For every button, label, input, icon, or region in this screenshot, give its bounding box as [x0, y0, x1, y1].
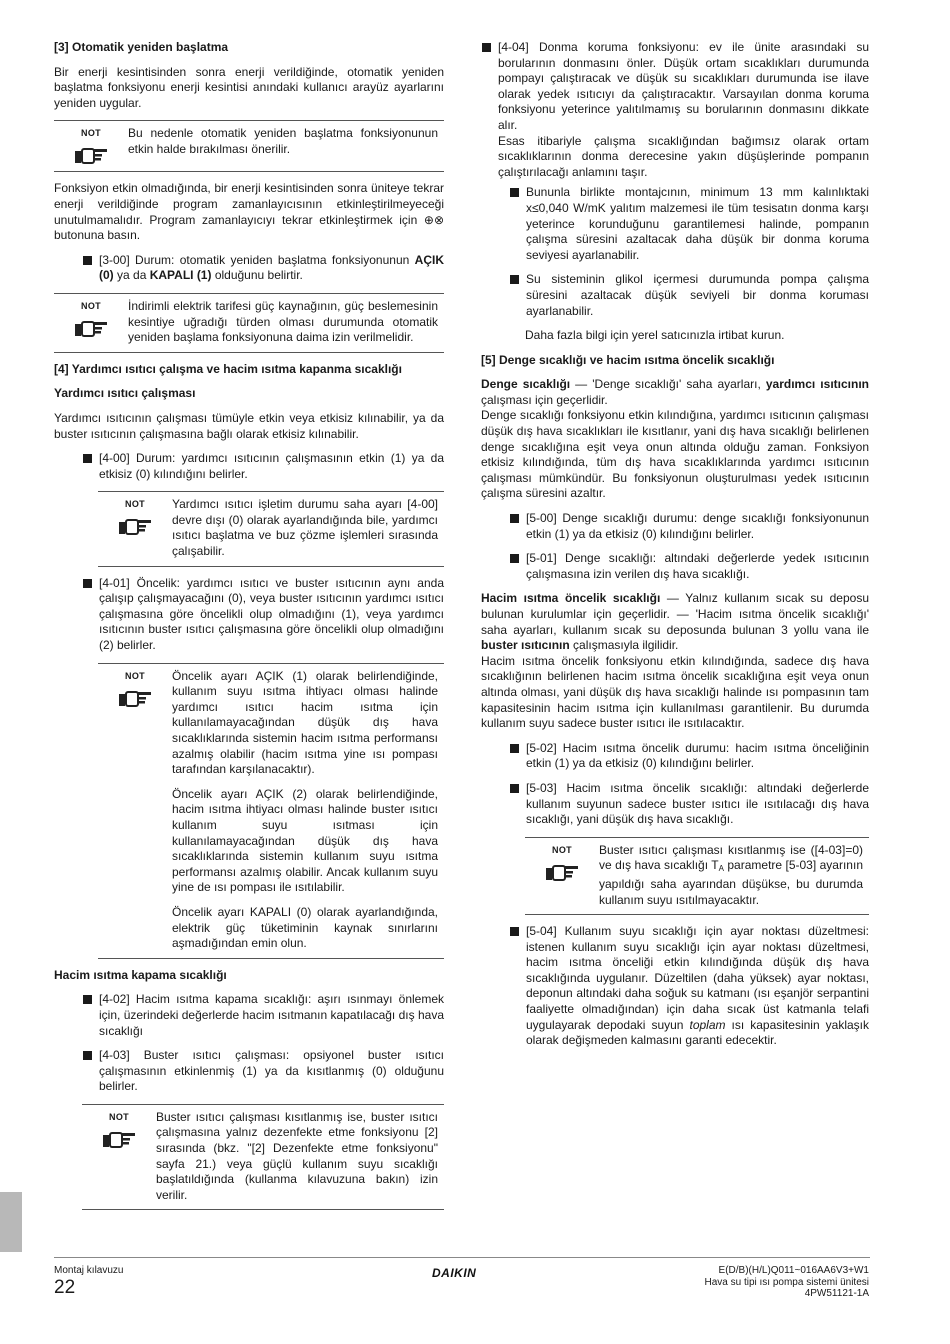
daikin-logo: DAIKIN	[432, 1266, 477, 1280]
footer-code: 4PW51121-1A	[804, 1288, 869, 1299]
footer-divider	[54, 1257, 870, 1258]
note-box	[54, 293, 444, 353]
bullet-5-01: [5-01] Denge sıcaklığı: altındaki değerlerde yedek ısıtıcının çalışmasına izin verilen dış hava sıcaklığı.	[509, 551, 869, 582]
more-info-text: Daha fazla bilgi için yerel satıcınızla irtibat kurun.	[525, 328, 785, 343]
pointing-hand-icon	[118, 688, 152, 708]
section-5-title: [5] Denge sıcaklığı ve hacim ısıtma öncelik sıcaklığı	[481, 352, 775, 367]
section-3-paragraph: Fonksiyon etkin olmadığında, bir enerji kesintisinden sonra üniteye tekrar enerji verildiğinde program zamanlayıcısının etkinleştirilmeyeceği unutulmamalıdır. Program zamanlayıcıyı tekrar etkinleştirmek için ⊕⊗ butonuna basın.	[54, 181, 444, 243]
note-label: NOT	[109, 1111, 129, 1122]
bullet-5-03: [5-03] Hacim ısıtma öncelik sıcaklığı: altındaki değerlerde kullanım suyunun sadece buster ısıtıcı ile ısıtılacağı dış hava sıcaklığı, yani düşük dış hava sıcaklığı.	[509, 781, 869, 828]
note-label: NOT	[125, 670, 145, 681]
note-label: NOT	[81, 300, 101, 311]
pointing-hand-icon	[102, 1129, 136, 1149]
note-text: Yardımcı ısıtıcı işletim durumu saha ayarı [4-00] devre dışı (0) olarak ayarlandığında bile, yardımcı ısıtıcı başlatma ve buz çözme işlemleri sırasında çalışabilir.	[172, 497, 438, 559]
footer-description: Hava su tipi ısı pompa sistemi ünitesi	[704, 1276, 869, 1288]
note-box	[98, 491, 444, 566]
note-text: Öncelik ayarı AÇIK (1) olarak belirlendiğinde, kullanım suyu ısıtma ihtiyacı olması halinde yardımcı ısıtıcı hacim ısıtma için kullanılamayacağından düşük dış hava sıcaklıklarında sistemin hacim ısıtma performansı azalmış olabilir (hacim ısıtma yine ısı pompası tarafından karşılanacaktır).	[172, 668, 438, 777]
section-5-priority-intro: Hacim ısıtma öncelik sıcaklığı — Yalnız kullanım sıcak su deposu bulunan kurulumlar için geçerlidir. — 'Hacim ısıtma öncelik sıcaklığı' saha ayarları, kullanım sıcak su deposunda bulunan 3 yollu vana ile buster ısıtıcının çalışmasıyla ilgilidir.	[481, 591, 869, 653]
section-4-subtitle-cutoff: Hacim ısıtma kapama sıcaklığı	[54, 967, 227, 982]
note-text: Öncelik ayarı AÇIK (2) olarak belirlendiğinde, hacim ısıtma ihtiyacı olması halinde buster ısıtıcı kullanım suyu ısıtması için kullanılamayacağından düşük dış hava sıcaklıklarında sistemin kullanım suyu ısıtma performansı azalmış olabilir. Ancak kullanım suyu yine de ısı pompası ile ısıtılabilir.	[172, 786, 438, 895]
bullet-5-04: [5-04] Kullanım suyu sıcaklığı için ayar noktası düzeltmesi: istenen kullanım suyu sıcaklığı için ayar noktası düzeltmesi, hacim ısıtma önceliği etkin kılındığında düşük dış hava sıcaklığında uygulanır. Düzeltilen (daha yüksek) ayar noktası, deponun altındaki daha soğuk su katmanı (ısı eşanjör serpantini faaliyette olmadığından) için daha sıcak üst katmanla telafi uygulayarak depodaki suyun toplam ısı kapasitesinin yaklaşık olarak değişmeden kalmasını garanti edecektir.	[509, 924, 869, 1049]
left-column	[54, 40, 444, 1219]
note-label: NOT	[552, 844, 572, 855]
chapter-side-tab	[0, 1192, 22, 1252]
pointing-hand-icon	[74, 318, 108, 338]
bullet-4-03: [4-03] Buster ısıtıcı çalışması: opsiyonel buster ısıtıcı çalışmasının etkinlenmiş (1) ya da kısıtlanmış (0) olduğunu belirler.	[82, 1048, 444, 1095]
note-label: NOT	[81, 128, 101, 139]
section-4-subtitle-aux-heater: Yardımcı ısıtıcı çalışması	[54, 386, 196, 401]
section-5-balance-text: Denge sıcaklığı fonksiyonu etkin kılındığına, yardımcı ısıtıcının çalışması düşük dış hava sıcaklıkları ile kısıtlanır, yani dış hava sıcaklığı belirlenen denge sıcaklığına eşit veya onun altında olduğu zaman. Fonksiyon etkisiz kılındığında, tüm dış hava sıcaklıklarında yardımcı ısıtıcının çalışması mümkündür. Bu fonksiyonun oluşturulması yedek ısıtıcının çalışma süresini azaltır.	[481, 408, 869, 501]
page-number: 22	[54, 1277, 76, 1298]
section-5-priority-text: Hacim ısıtma öncelik fonksiyonu etkin kılındığında, sadece dış hava sıcaklığının belirlenen hacim ısıtma öncelik sıcaklığına eşit veya onun altında olması, yani düşük dış hava sıcaklığı halinde ısı pompasının tam kapasitesinin hacim ısıtma için kullanılması garantilenir. Bu durumda kullanım suyu sadece buster ısıtıcı ile ısıtılacaktır.	[481, 653, 869, 731]
bullet-5-00: [5-00] Denge sıcaklığı durumu: denge sıcaklığı fonksiyonunun etkin (1) ya da etkisiz (0) kılındığını belirler.	[509, 511, 869, 542]
pointing-hand-icon	[545, 862, 579, 882]
pointing-hand-icon	[118, 516, 152, 536]
bullet-4-04-sub-2: Su sisteminin glikol içermesi durumunda pompa çalışma süresini azaltacak düşük seviyeli bir donma koruması ayarlanabilir.	[509, 272, 869, 319]
bullet-5-02: [5-02] Hacim ısıtma öncelik durumu: hacim ısıtma önceliğinin etkin (1) ya da etkisiz (0) kılındığını belirler.	[509, 741, 869, 772]
bullet-4-04-sub-1: Bununla birlikte montajcının, minimum 13 mm kalınlıktaki x≤0,040 W/mK yalıtım malzemesi ile tüm tesisatın donma karşı yeterince korunduğunu garantilemesi halinde, pompanın çalışma süresini azaltacak daha düşük bir donma koruma seviyesi ayarlanabilir.	[509, 185, 869, 263]
section-3-intro: Bir enerji kesintisinden sonra enerji verildiğinde, otomatik yeniden başlatma fonksiyonu enerji kesintisi anındaki kullanıcı arayüz ayarlarını yeniden uygular.	[54, 64, 444, 110]
footer-doc-type: Montaj kılavuzu	[54, 1265, 124, 1276]
bullet-4-00: [4-00] Durum: yardımcı ısıtıcının çalışmasının etkin (1) ya da etkisiz (0) kılındığını belirler.	[82, 451, 444, 482]
note-box	[525, 837, 869, 915]
section-5-balance-intro: Denge sıcaklığı — 'Denge sıcaklığı' saha ayarları, yardımcı ısıtıcının çalışması için geçerlidir.	[481, 377, 869, 407]
bullet-4-02: [4-02] Hacim ısıtma kapama sıcaklığı: aşırı ısınmayı önlemek için, üzerindeki değerlerde hacim ısıtmanın kapatılacağı dış hava sıcaklığı	[82, 992, 444, 1039]
note-text: Bu nedenle otomatik yeniden başlatma fonksiyonunun etkin halde bırakılması önerilir.	[128, 126, 438, 156]
section-4-title: [4] Yardımcı ısıtıcı çalışma ve hacim ısıtma kapanma sıcaklığı	[54, 361, 402, 376]
right-column	[481, 40, 869, 1058]
note-label: NOT	[125, 499, 145, 510]
note-text: Buster ısıtıcı çalışması kısıtlanmış ise ([4-03]=0) ve dış hava sıcaklığı $T_A$ parametre [5-03] ayarının yapıldığı saha ayarından düşükse, bu durumda kullanım suyu ısıtılmayacaktır.	[599, 842, 863, 907]
note-box	[54, 120, 444, 172]
section-4-intro: Yardımcı ısıtıcının çalışması tümüyle etkin veya etkisiz kılınabilir, ya da buster ısıtıcının çalışmasına bağlı olarak etkisiz kılınabilir.	[54, 410, 444, 441]
bullet-4-01: [4-01] Öncelik: yardımcı ısıtıcı ve buster ısıtıcının aynı anda çalışıp çalışmayacağını (0), veya buster ısıtıcının yardımcı ısıtıcı çalışmasına göre öncelikli olup olmadığını (1), veya yardımcı ısıtıcının buster ısıtıcı çalışmasına göre öncelikli olup olmadığını (2) belirler.	[82, 576, 444, 654]
footer-model-info	[704, 1265, 869, 1300]
pointing-hand-icon	[74, 145, 108, 165]
bullet-3-00: [3-00] Durum: otomatik yeniden başlatma fonksiyonunun AÇIK (0) ya da KAPALI (1) olduğunu belirtir.	[82, 253, 444, 284]
bullet-4-04: [4-04] Donma koruma fonksiyonu: ev ile ünite arasındaki su borularının donmasını önler. Düşük ortam sıcaklıkları durumunda pompayı çalıştıracak ve düşük su sıcaklıkları durumunda ise ilave olarak yedek ısıtıcıyı da çalıştıracaktır. Varsayılan donma koruma fonksiyonu yeterince yalıtılmamış su borularının donmasını dikkate alır. Esas itibariyle çalışma sıcaklığından bağımsız olarak ortam sıcaklıklarının donma derecesine yakın düşüşlerinde pompanın çalıştırılacağı anlamını taşır.	[481, 40, 869, 180]
note-text: Öncelik ayarı KAPALI (0) olarak ayarlandığında, elektrik güç tüketiminin kaynak sınırlarını aşmadığından emin olun.	[172, 904, 438, 951]
note-text: İndirimli elektrik tarifesi güç kaynağının, güç beslemesinin kesintiye uğradığı türden olması durumunda otomatik yeniden başlama fonksiyonuna daima izin verilmelidir.	[128, 298, 438, 345]
note-text: Buster ısıtıcı çalışması kısıtlanmış ise, buster ısıtıcı çalışmasına yalnız dezenfekte etme fonksiyonu [2] sırasında (bkz. "[2] Dezenfekte etme fonksiyonu" sayfa 21.) veya güçlü kullanım suyu sıcaklığı başlatıldığında (kullanma kılavuzuna bakın) izin verilir.	[156, 1109, 438, 1202]
note-box	[98, 663, 444, 959]
section-3-title: [3] Otomatik yeniden başlatma	[54, 40, 229, 54]
note-box	[82, 1104, 444, 1211]
footer-model: E(D/B)(H/L)Q011~016AA6V3+W1	[718, 1265, 869, 1276]
